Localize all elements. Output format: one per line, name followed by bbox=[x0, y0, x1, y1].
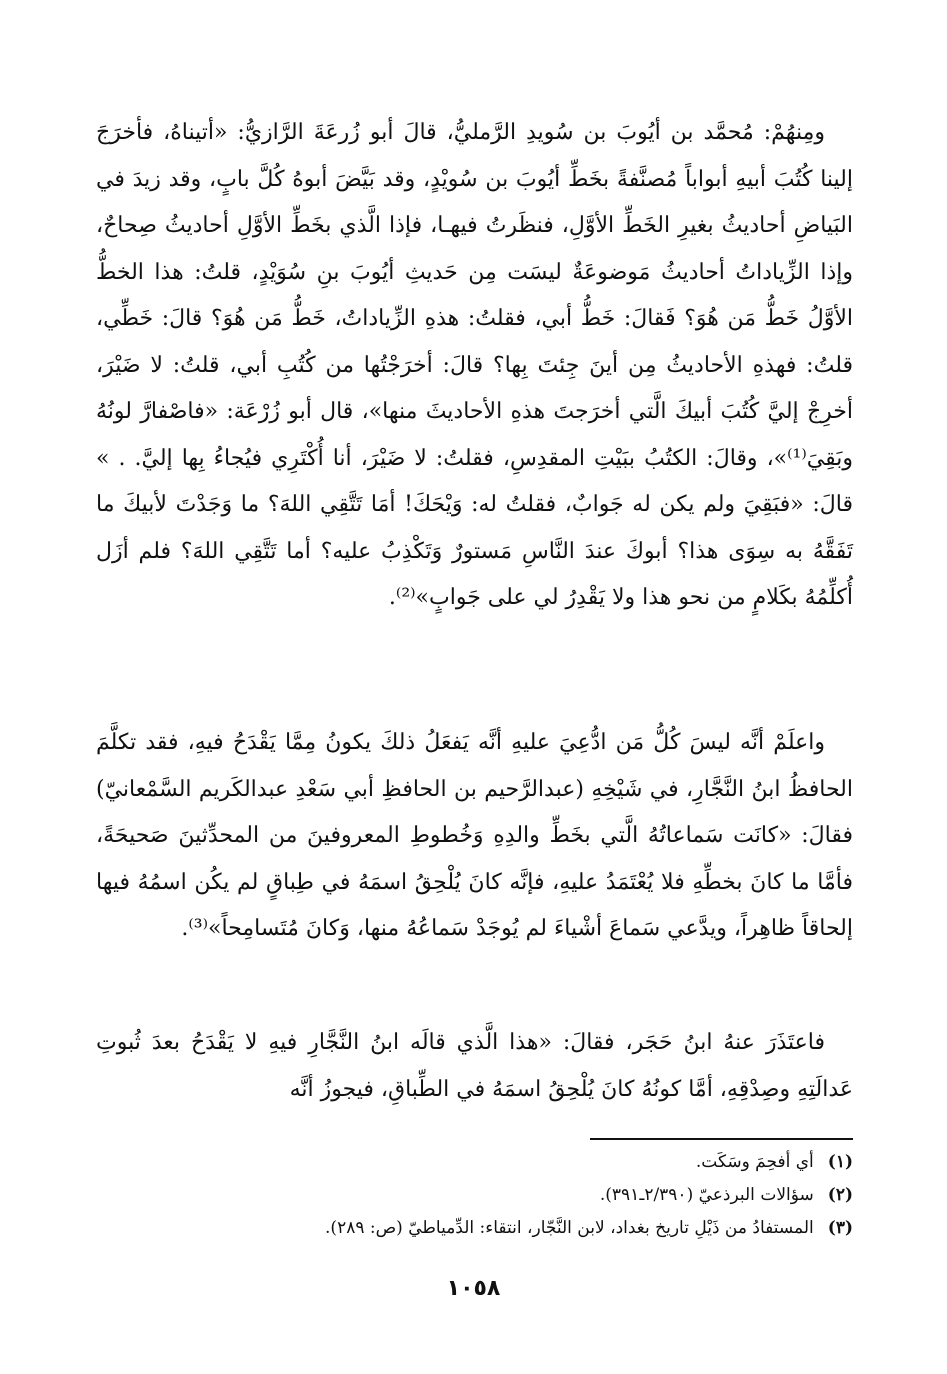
footnote-2-text: سؤالات البرذعيّ (٢/٣٩٠ـ٣٩١). bbox=[599, 1185, 814, 1205]
footnote-2-number: (٢) bbox=[827, 1185, 853, 1205]
page-number: ١٠٥٨ bbox=[446, 1276, 501, 1301]
footnotes-list bbox=[96, 1146, 853, 1245]
paragraph-3: فاعتَذَرَ عنهُ ابنُ حَجَر، فقالَ: «هذا الَّذي قالَه ابنُ النَّجَّارِ فيهِ لا يَقْدَحُ بعدَ ثُبوتِ عَدالَتِهِ وصِدْقِهِ، أمَّا كونُهُ كانَ يُلْحِقُ اسمَهُ في الطِّباقِ، فيجوزُ أنَّه bbox=[96, 1030, 853, 1102]
paragraph-2: واعلَمْ أنَّه ليسَ كُلُّ مَن ادُّعِيَ عليهِ أنَّه يَفعَلُ ذلكَ يكونُ مِمَّا يَقْدَحُ فيهِ، فقد تكلَّمَ الحافظُ ابنُ النَّجَّارِ، في شَيْخِهِ (عبدالرَّحيم بن الحافظِ أبي سَعْدِ عبدالكَريم السَّمْعانيّ) فقالَ: «كانَت سَماعاتُهُ الَّتي بخَطِّ والدِهِ وَخُطوطِ المعروفينَ من المحدِّثينَ صَحيحَةً، فأمَّا ما كانَ بخطِّهِ فلا يُعْتَمَدُ عليهِ، فإنَّه كانَ يُلْحِقُ اسمَهُ في طِباقٍ لم يكُن اسمُهُ فيها إلحاقاً ظاهِراً، ويدَّعي سَماعَ أشْياءَ لم يُوجَدْ سَماعُهُ منها، وَكانَ مُتَسامِحاً»⁽³⁾. bbox=[96, 730, 853, 941]
footnote-3-text: المستفادُ من ذَيْلِ تاريخ بغداد، لابن النَّجّار، انتقاء: الدِّمياطيّ (ص: ٢٨٩). bbox=[325, 1218, 814, 1238]
footnote-3 bbox=[96, 1212, 853, 1245]
footnote-1-text: أي أفحِمَ وسَكَت. bbox=[695, 1152, 814, 1172]
footnote-2 bbox=[96, 1179, 853, 1212]
paragraph-1: ومِنهُمْ: مُحمَّد بن أيُوبَ بن سُويدِ الرَّمليُّ، قالَ أبو زُرعَةَ الرَّازيُّ: «أتيناهُ، فأخرَجَ إلينا كُتُبَ أبيهِ أبواباً مُصنَّفةً بخَطِّ أيُوبَ بن سُويْدٍ، وقد بَيَّضَ أبوهُ كُلَّ بابٍ، وقد زيدَ في البَياضِ أحاديثُ بغيرِ الخَطِّ الأوَّلِ، فنظَرتُ فيهـا، فإذا الَّذي بخَطِّ الأوَّلِ أحاديثُ صِحاحٌ، وإذا الزِّياداتُ أحاديثُ مَوضوعَةٌ ليسَت مِن حَديثِ أيُوبَ بنِ سُوَيْدٍ، قلتُ: هذا الخطُّ الأوَّلُ خَطُّ مَن هُوَ؟ فَقالَ: خَطُّ أبي، فقلتُ: هذهِ الزِّياداتُ، خَطُّ مَن هُوَ؟ قالَ: خَطِّي، قلتُ: فهذهِ الأحاديثُ مِن أينَ جِئتَ بِها؟ قالَ: أخرَجْتُها من كُتُبِ أبي، قلتُ: لا ضَيْرَ، أخرِجْ إليَّ كُتُبَ أبيكَ الَّتي أخرَجتَ هذهِ الأحاديثَ منها»، قال أبو زُرْعَة: «فاصْفارَّ لونُهُ وبَقِيَ⁽¹⁾»، وقالَ: الكتُبُ ببَيْتِ المقدِسِ، فقلتُ: لا ضَيْرَ، أنا أُكْتَرِي فيُجاءُ بِها إليَّ. . » قالَ: «فبَقِيَ ولم يكن له جَوابٌ، فقلتُ له: وَيْحَكَ! أمَا تَتَّقِي اللهَ؟ ما وَجَدْتَ لأبيكَ ما تَفَقَّهُ به سِوَى هذا؟ أبوكَ عندَ النَّاسِ مَستورٌ وَتَكْذِبُ عليه؟ أما تَتَّقِي اللهَ؟ فلم أزَل أُكلِّمُهُ بكَلامٍ من نحو هذا ولا يَقْدِرُ لي على جَوابٍ»⁽²⁾. bbox=[96, 120, 853, 610]
footnote-divider bbox=[590, 1138, 853, 1140]
footnote-1 bbox=[96, 1146, 853, 1179]
footnote-3-number: (٣) bbox=[827, 1218, 853, 1238]
footnote-1-number: (١) bbox=[827, 1152, 853, 1172]
